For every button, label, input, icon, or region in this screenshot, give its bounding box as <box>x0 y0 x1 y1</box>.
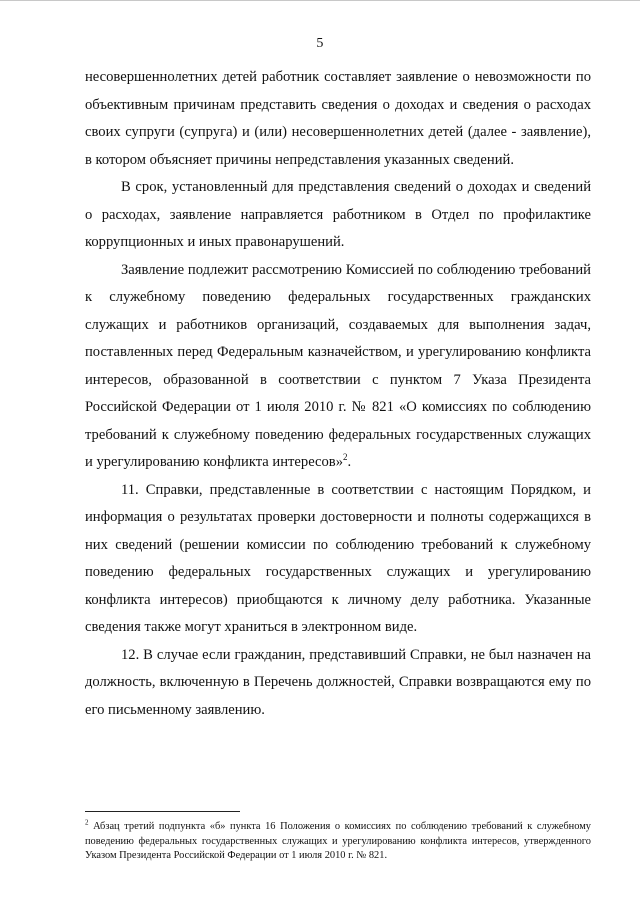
document-body <box>85 64 591 724</box>
footnote-marker: 2 <box>85 818 89 827</box>
paragraph-item-11: 11. Справки, представленные в соответствии с настоящим Порядком, и информация о результатах проверки достоверности и полноты содержащихся в них сведений (решении комиссии по соблюдению требований к служебному поведению федеральных государственных служащих и урегулированию конфликта интересов) приобщаются к личному делу работника. Указанные сведения также могут храниться в электронном виде. <box>85 481 591 635</box>
paragraph-continuation: несовершеннолетних детей работник составляет заявление о невозможности по объективным причинам представить сведения о доходах и сведения о расходах своих супруги (супруга) и (или) несовершеннолетних детей (далее - заявление), в котором объясняет причины непредставления указанных сведений. <box>85 69 591 168</box>
page-number: 5 <box>316 36 324 51</box>
footnote-reference[interactable]: 2 <box>343 452 348 463</box>
paragraph-deadline: В срок, установленный для представления сведений о доходах и сведений о расходах, заявление направляется работником в Отдел по профилактике коррупционных и иных правонарушений. <box>85 179 591 250</box>
footnote-text: Абзац третий подпункта «б» пункта 16 Положения о комиссиях по соблюдению требований к служебному поведению федеральных государственных служащих и урегулированию конфликта интересов, утвержденного Указом Президента Российской Федерации от 1 июля 2010 г. № 821. <box>85 821 591 861</box>
paragraph-commission-end: . <box>347 454 352 470</box>
page-top-edge <box>0 0 640 4</box>
paragraph-commission <box>85 257 591 477</box>
footnote-separator <box>85 811 240 812</box>
paragraph-commission-text: Заявление подлежит рассмотрению Комиссией по соблюдению требований к служебному поведению федеральных государственных гражданских служащих и работников организаций, создаваемых для выполнения задач, поставленных перед Федеральным казначейством, и урегулированию конфликта интересов, образованной в соответствии с пунктом 7 Указа Президента Российской Федерации от 1 июля 2010 г. № 821 «О комиссиях по соблюдению требований к служебному поведению федеральных государственных служащих и урегулированию конфликта интересов» <box>85 261 591 470</box>
paragraph-item-12: 12. В случае если гражданин, представивший Справки, не был назначен на должность, включенную в Перечень должностей, Справки возвращаются ему по его письменному заявлению. <box>85 646 591 718</box>
footnote <box>85 820 591 864</box>
